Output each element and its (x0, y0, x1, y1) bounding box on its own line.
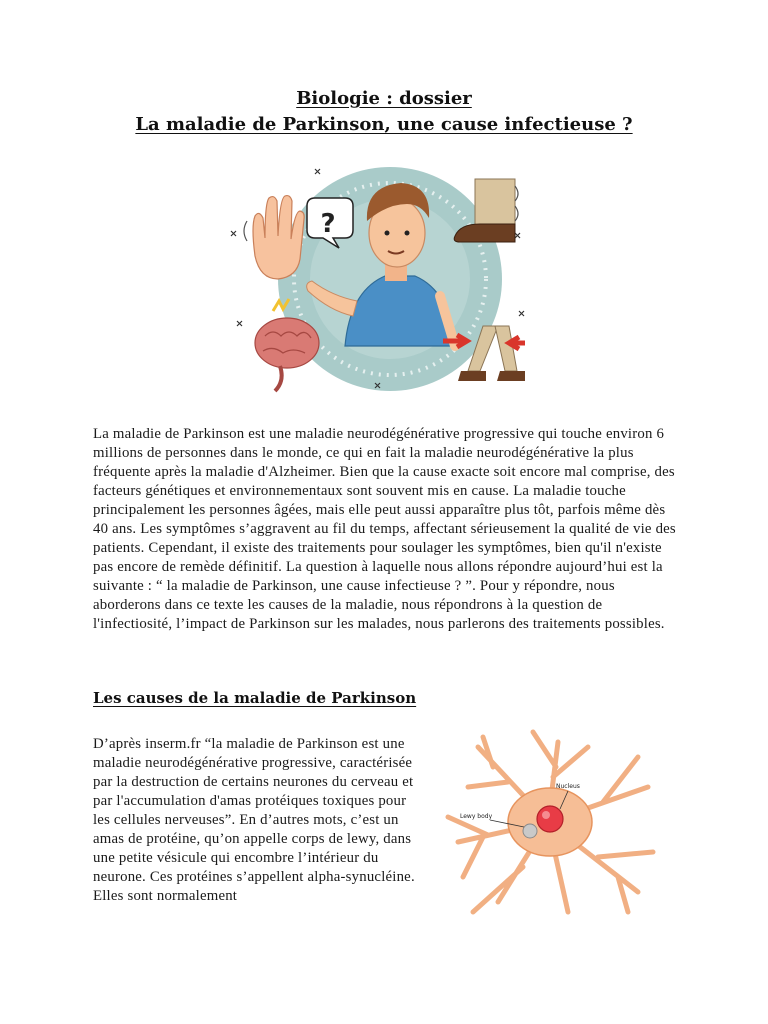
nucleus-icon (537, 806, 563, 832)
document-subtitle: La maladie de Parkinson, une cause infectieuse ? (135, 114, 633, 135)
parkinson-symptoms-illustration (225, 161, 540, 396)
intro-paragraph: La maladie de Parkinson est une maladie neurodégénérative progressive qui touche environ 6 millions de personnes dans le monde, ce qui en fait la maladie neurodégénérative la plus fréquente après la maladie d'Alzheimer. Bien que la cause exacte soit encore mal comprise, des facteurs génétiques et environnementaux sont souvent mis en cause. La maladie touche principalement les personnes âgées, mais elle peut aussi apparaître plus tôt, parfois même dès 40 ans. Les symptômes s’aggravent au fil du temps, affectant sérieusement la qualité de vie des patients. Cependant, il existe des traitements pour soulager les symptômes, bien qu'il n'existe pas encore de remède définitif. La question à laquelle nous allons répondre aujourd’hui est la suivante : “ la maladie de Parkinson, une cause infectieuse ? ”. Pour y répondre, nous aborderons dans ce texte les causes de la maladie, nous répondrons à la question de l'infectiosité, l’impact de Parkinson sur les malades, nous parlerons des traitements possibles. (93, 426, 676, 632)
neuron-lewy-body-illustration (438, 727, 665, 920)
document-title: Biologie : dossier (296, 88, 472, 109)
lewy-body-icon (523, 824, 537, 838)
nucleus-label: Nucleus (556, 783, 580, 790)
lewy-body-label: Lewy body (460, 813, 493, 820)
section-heading-causes: Les causes de la maladie de Parkinson (93, 689, 417, 707)
svg-text:?: ? (320, 209, 336, 239)
causes-paragraph: D’après inserm.fr “la maladie de Parkinson est une maladie neurodégénérative progressive, caractérisée par la destruction de certains neurones du cerveau et par l'accumulation d'amas protéiques toxiques pour les cellules nerveuses”. En d’autres mots, c’est un amas de protéine, qu’on appelle corps de lewy, dans une petite vésicule qui encombre l’intérieur du neurone. Ces protéines s’appellent alpha-synucléine. Elles sont normalement (93, 736, 415, 904)
